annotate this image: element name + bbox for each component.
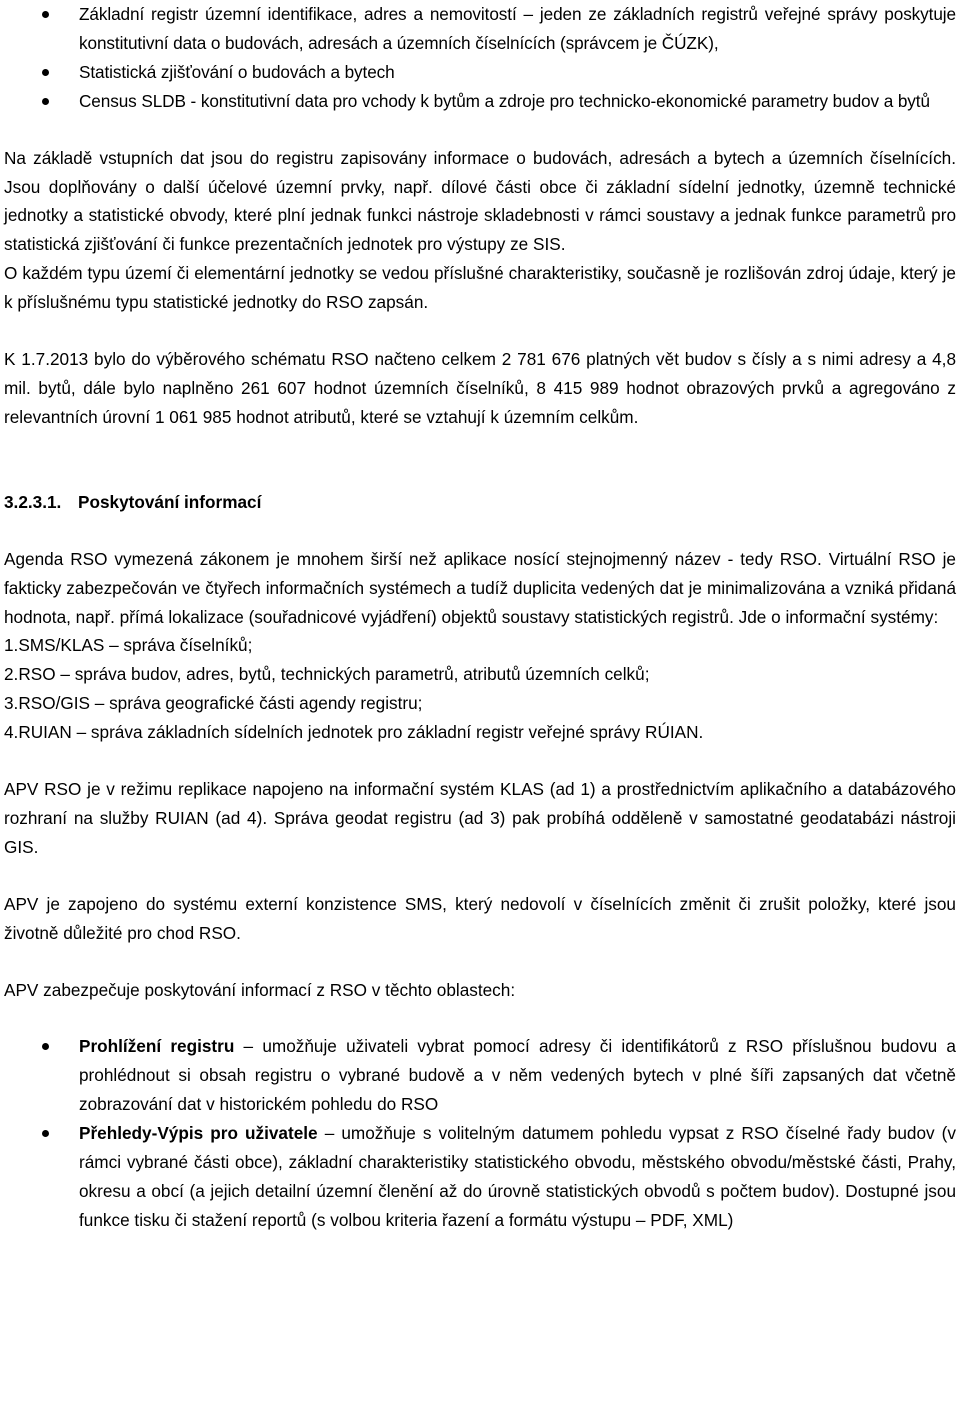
list-item-text: – umožňuje uživateli vybrat pomocí adresy či identifikátorů z RSO příslušnou budovu a prohlédnout si obsah registru o vybrané budově a v něm vedených bytech v plné šíři zapsaných dat včetně zobrazování dat v historickém pohledu do RSO (79, 1036, 956, 1115)
paragraph-replication: APV RSO je v režimu replikace napojeno na informační systém KLAS (ad 1) a prostřednictvím aplikačního a databázového rozhraní na služby RUIAN (ad 4). Správa geodat registru (ad 3) pak probíhá odděleně v samostatné geodatabázi nástroji GIS. (4, 779, 956, 857)
list-item: 4.RUIAN – správa základních sídelních jednotek pro základní registr veřejné správy RÚIAN. (4, 722, 704, 743)
areas-bullet-list (4, 1032, 956, 1234)
list-item-term: Prohlížení registru (79, 1036, 235, 1057)
paragraph-areas-intro: APV zabezpečuje poskytování informací z RSO v těchto oblastech: (4, 979, 516, 1000)
list-item: 1.SMS/KLAS – správa číselníků; (4, 635, 253, 656)
list-item (4, 87, 956, 116)
paragraph-consistency: APV je zapojeno do systému externí konzistence SMS, který nedovolí v číselnících změnit či zrušit položky, které jsou životně důležité pro chod RSO. (4, 893, 956, 943)
list-item-text: Statistická zjišťování o budovách a bytech (79, 61, 395, 82)
bullet-icon (42, 1130, 49, 1137)
list-item (4, 0, 956, 58)
source-bullet-list (4, 0, 956, 116)
list-item (4, 58, 956, 87)
bullet-icon (42, 11, 49, 18)
bullet-icon (42, 1043, 49, 1050)
list-item (4, 1032, 956, 1119)
paragraph-characteristics: O každém typu území či elementární jednotky se vedou příslušné charakteristiky, současně je rozlišován zdroj údaje, který je k příslušnému typu statistické jednotky do RSO zapsán. (4, 263, 956, 313)
systems-list (4, 631, 956, 747)
list-item: 3.RSO/GIS – správa geografické části agendy registru; (4, 693, 423, 714)
list-item: 2.RSO – správa budov, adres, bytů, technických parametrů, atributů územních celků; (4, 664, 650, 685)
list-item-term: Přehledy-Výpis pro uživatele (79, 1123, 318, 1144)
paragraph-agenda: Agenda RSO vymezená zákonem je mnohem širší než aplikace nosící stejnojmenný název - tedy RSO. Virtuální RSO je fakticky zabezpečován ve čtyřech informačních systémech a tudíž duplicita vedených dat je minimalizována a vzniká přidaná hodnota, např. přímá lokalizace (souřadnicové vyjádření) objektů soustavy statistických registrů. Jde o informační systémy: (4, 548, 956, 627)
list-item-text: Základní registr územní identifikace, adres a nemovitostí – jeden ze základních registrů veřejné správy poskytuje konstitutivní data o budovách, adresách a územních číselnících (správcem je ČÚZK), (79, 4, 956, 53)
section-heading (4, 488, 956, 517)
bullet-icon (42, 69, 49, 76)
paragraph-input-data: Na základě vstupních dat jsou do registru zapisovány informace o budovách, adresách a bytech a územních číselnících. Jsou doplňovány o další účelové územní prvky, např. dílové části obce či základní sídelní jednotky, územně technické jednotky a statistické obvody, které plní jednak funkci nástroje skladebnosti v rámci soustavy a jednak funkce parametrů pro statistická zjišťování či funkce prezentačních jednotek pro výstupy ze SIS. (4, 147, 956, 255)
paragraph-statistics: K 1.7.2013 bylo do výběrového schématu RSO načteno celkem 2 781 676 platných vět budov s čísly a s nimi adresy a 4,8 mil. bytů, dále bylo naplněno 261 607 hodnot územních číselníků, 8 415 989 hodnot obrazových prvků a agregováno z relevantních úrovní 1 061 985 hodnot atributů, které se vztahují k územním celkům. (4, 349, 956, 427)
list-item-text: – umožňuje s volitelným datumem pohledu vypsat z RSO číselné řady budov (v rámci vybrané části obce), základní charakteristiky statistického obvodu, městského obvodu/městské části, Prahy, okresu a obcí (a jejich detailní územní členění až do úrovně statistických obvodů s počtem budov). Dostupné jsou funkce tisku či stažení reportů (s volbou kriteria řazení a formátu výstupu – PDF, XML) (79, 1123, 956, 1230)
section-title: Poskytování informací (78, 491, 262, 512)
list-item-text: Census SLDB - konstitutivní data pro vchody k bytům a zdroje pro technicko-ekonomické parametry budov a bytů (79, 90, 930, 111)
bullet-icon (42, 98, 49, 105)
section-number: 3.2.3.1. (4, 491, 62, 512)
list-item (4, 1119, 956, 1235)
